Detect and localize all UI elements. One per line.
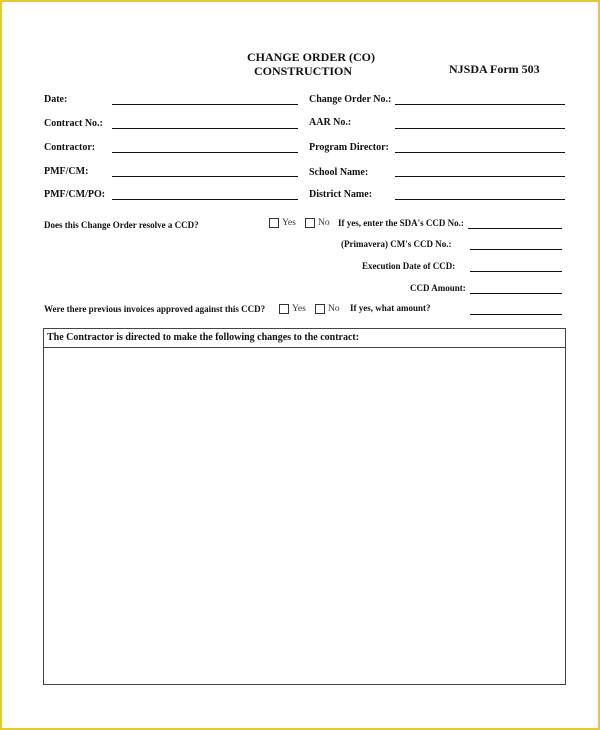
contract-no-field[interactable] [112,128,298,129]
invoices-yes-label: Yes [292,304,306,314]
ccd-amount-label: CCD Amount: [410,283,466,293]
ccd-question: Does this Change Order resolve a CCD? [44,220,199,230]
contract-no-label: Contract No.: [44,118,103,129]
district-name-label: District Name: [309,189,373,200]
ccd-yes-label: Yes [282,218,296,228]
form-number: NJSDA Form 503 [449,62,540,76]
ccd-yes-checkbox[interactable] [269,218,279,228]
ccd-no-checkbox[interactable] [305,218,315,228]
pmf-cm-field[interactable] [112,176,298,177]
changes-box-heading: The Contractor is directed to make the following changes to the contract: [44,329,565,348]
change-order-no-field[interactable] [395,104,565,105]
changes-text-area[interactable] [44,348,565,684]
execution-date-field[interactable] [470,271,562,272]
primavera-ccd-no-field[interactable] [470,249,562,250]
contractor-field[interactable] [112,152,298,153]
date-label: Date: [44,94,68,105]
form-title-line2: CONSTRUCTION [254,64,353,78]
pmf-cm-po-field[interactable] [112,199,298,200]
ccd-no-label: No [318,218,330,228]
changes-box [43,328,566,685]
aar-no-label: AAR No.: [309,117,352,128]
primavera-ccd-no-label: (Primavera) CM's CCD No.: [341,239,452,249]
invoices-no-checkbox[interactable] [315,304,325,314]
form-title-line1: CHANGE ORDER (CO) [247,50,375,64]
invoices-yes-checkbox[interactable] [279,304,289,314]
change-order-no-label: Change Order No.: [309,94,392,105]
pmf-cm-po-label: PMF/CM/PO: [44,189,106,200]
district-name-field[interactable] [395,199,565,200]
school-name-field[interactable] [395,176,565,177]
program-director-field[interactable] [395,152,565,153]
program-director-label: Program Director: [309,142,389,153]
pmf-cm-label: PMF/CM: [44,166,89,177]
ccd-amount-field[interactable] [470,293,562,294]
sda-ccd-no-field[interactable] [468,228,562,229]
sda-ccd-no-label: If yes, enter the SDA's CCD No.: [338,218,464,228]
school-name-label: School Name: [309,167,369,178]
invoices-amount-field[interactable] [470,314,562,315]
execution-date-label: Execution Date of CCD: [362,261,456,271]
invoices-question: Were there previous invoices approved against this CCD? [44,304,266,314]
invoices-amount-label: If yes, what amount? [350,303,431,313]
form-page [2,2,598,728]
invoices-no-label: No [328,304,340,314]
aar-no-field[interactable] [395,128,565,129]
contractor-label: Contractor: [44,142,96,153]
date-field[interactable] [112,104,298,105]
